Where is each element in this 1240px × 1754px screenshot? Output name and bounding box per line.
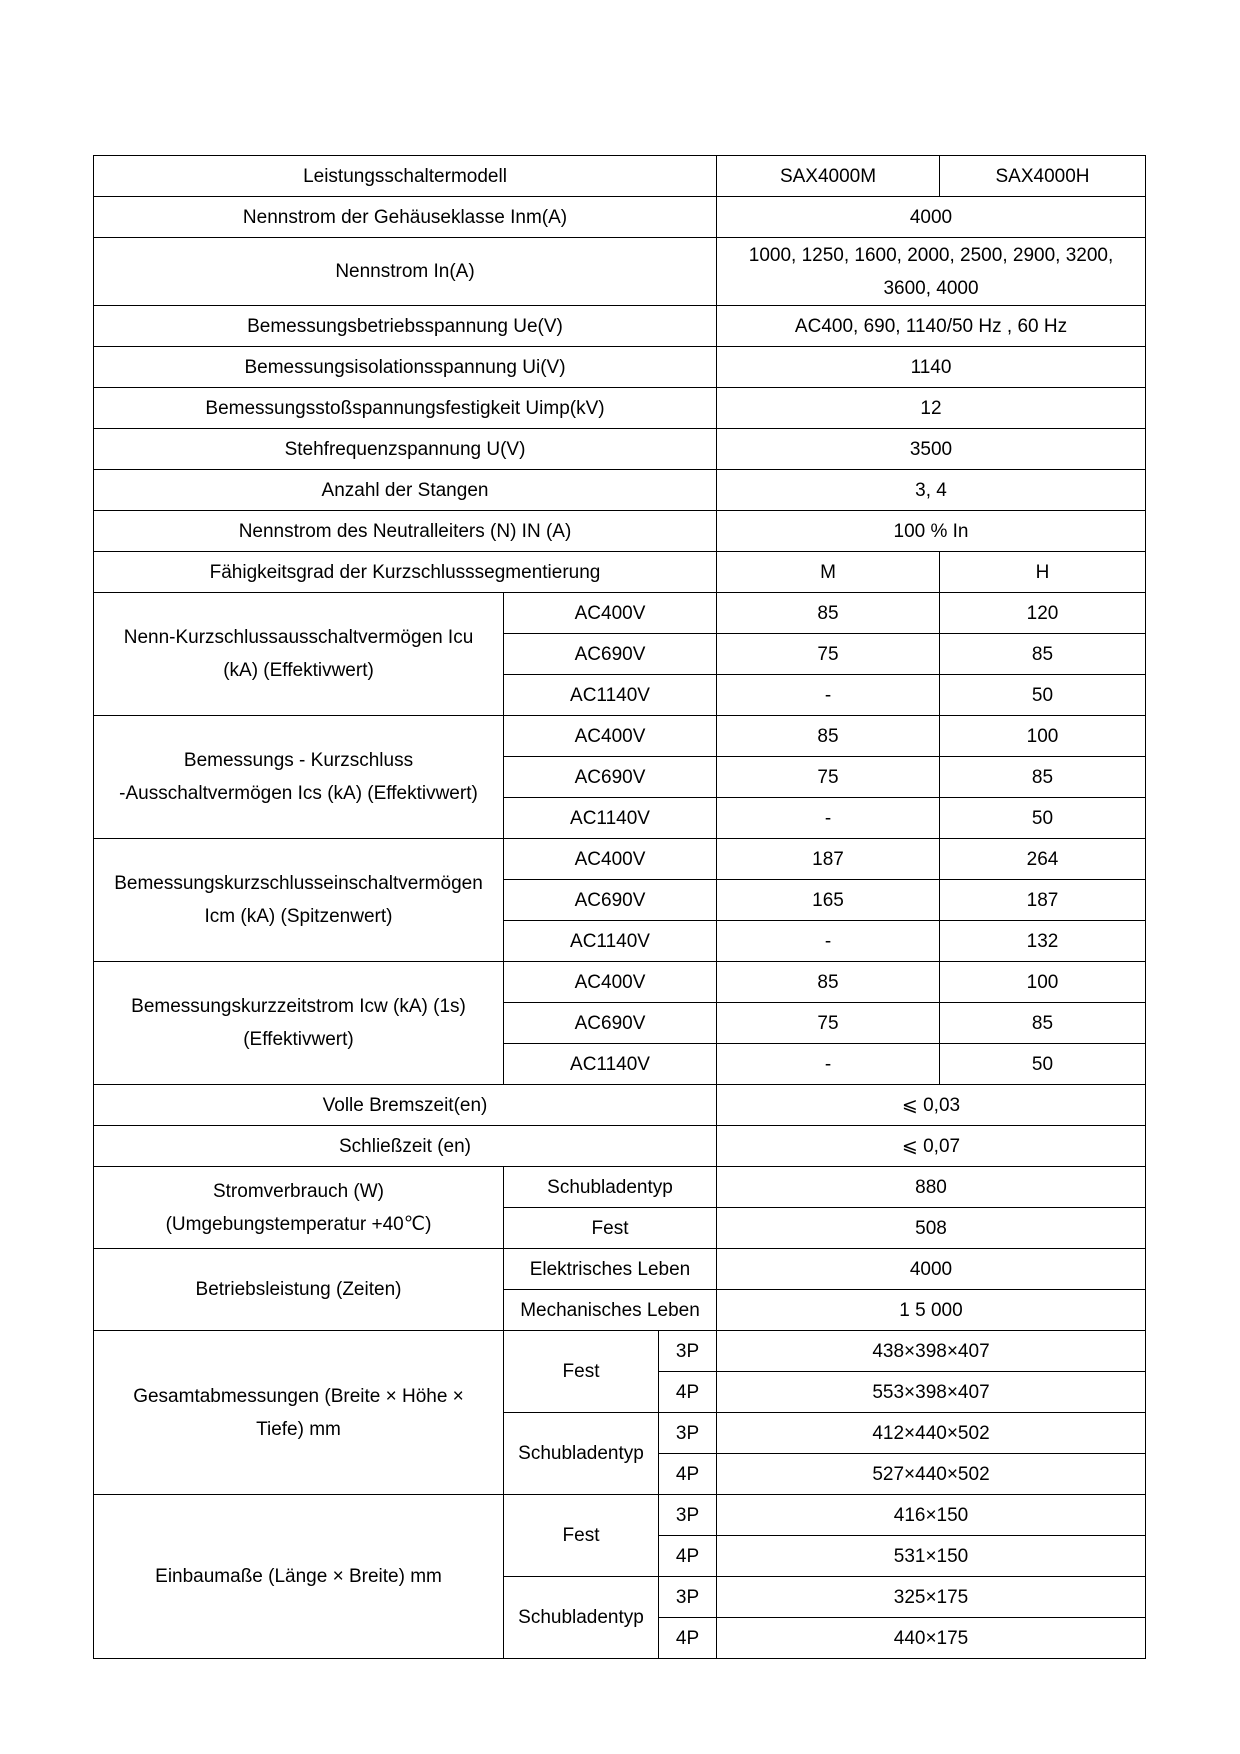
pole-cell: 4P [659, 1454, 717, 1495]
row-value: 100 % In [717, 511, 1146, 552]
table-row [94, 470, 1146, 511]
row-label: Bemessungsstoßspannungsfestigkeit Uimp(kV) [94, 388, 717, 429]
value-m: 165 [717, 880, 940, 921]
value-m: 85 [717, 962, 940, 1003]
table-row [94, 1085, 1146, 1126]
label-line: Bemessungskurzschlusseinschaltvermögen [114, 873, 483, 894]
pole-cell: 3P [659, 1495, 717, 1536]
value-line: 3600, 4000 [883, 277, 979, 299]
voltage-cell: AC690V [504, 880, 717, 921]
sub-label: Schubladentyp [504, 1413, 659, 1495]
row-label: Bemessungsisolationsspannung Ui(V) [94, 347, 717, 388]
voltage-cell: AC690V [504, 634, 717, 675]
table-row [94, 156, 1146, 197]
label-line: (Effektivwert) [243, 1029, 354, 1050]
value-line: 1000, 1250, 1600, 2000, 2500, 2900, 3200, [748, 244, 1114, 266]
label-line: -Ausschaltvermögen Ics (kA) (Effektivwert) [119, 783, 478, 804]
value-h: 50 [940, 1044, 1146, 1085]
value-h: 120 [940, 593, 1146, 634]
table-row [94, 1167, 1146, 1208]
voltage-cell: AC690V [504, 1003, 717, 1044]
table-row [94, 593, 1146, 634]
row-value: 553×398×407 [717, 1372, 1146, 1413]
group-label [94, 716, 504, 839]
value-h: 85 [940, 1003, 1146, 1044]
pole-cell: 4P [659, 1372, 717, 1413]
label-line: Tiefe) mm [256, 1418, 341, 1440]
row-label: Volle Bremszeit(en) [94, 1085, 717, 1126]
label-line: Bemessungs - Kurzschluss [183, 750, 414, 771]
value-h: 50 [940, 798, 1146, 839]
row-label: Nennstrom In(A) [94, 238, 717, 306]
value-h: 187 [940, 880, 1146, 921]
row-label: Schließzeit (en) [94, 1126, 717, 1167]
pole-cell: 4P [659, 1536, 717, 1577]
row-value: 508 [717, 1208, 1146, 1249]
group-label: Betriebsleistung (Zeiten) [94, 1249, 504, 1331]
voltage-cell: AC1140V [504, 1044, 717, 1085]
voltage-cell: AC690V [504, 757, 717, 798]
table-row [94, 1126, 1146, 1167]
value-m: 187 [717, 839, 940, 880]
value-m: 75 [717, 634, 940, 675]
value-m: 75 [717, 1003, 940, 1044]
label-line: Stromverbrauch (W) [212, 1180, 385, 1202]
value-m: 75 [717, 757, 940, 798]
value-h: 100 [940, 716, 1146, 757]
table-row [94, 388, 1146, 429]
row-value: 880 [717, 1167, 1146, 1208]
voltage-cell: AC400V [504, 716, 717, 757]
table-row [94, 1249, 1146, 1290]
model-h: SAX4000H [940, 156, 1146, 197]
voltage-cell: AC400V [504, 593, 717, 634]
label-line: Gesamtabmessungen (Breite × Höhe × [133, 1385, 464, 1407]
pole-cell: 3P [659, 1331, 717, 1372]
value-m: - [717, 675, 940, 716]
table-row [94, 511, 1146, 552]
row-value: AC400, 690, 1140/50 Hz , 60 Hz [717, 306, 1146, 347]
row-label: Fähigkeitsgrad der Kurzschlusssegmentierung [94, 552, 717, 593]
value-h: 50 [940, 675, 1146, 716]
voltage-cell: AC1140V [504, 798, 717, 839]
sub-label: Schubladentyp [504, 1577, 659, 1659]
group-label [94, 1331, 504, 1495]
pole-cell: 3P [659, 1577, 717, 1618]
voltage-cell: AC1140V [504, 921, 717, 962]
row-value: 1140 [717, 347, 1146, 388]
table-row [94, 347, 1146, 388]
value-h: 132 [940, 921, 1146, 962]
row-value: 1 5 000 [717, 1290, 1146, 1331]
value-m: - [717, 798, 940, 839]
sub-label: Fest [504, 1495, 659, 1577]
grade-h: H [940, 552, 1146, 593]
row-value: 416×150 [717, 1495, 1146, 1536]
label-line: (Umgebungstemperatur +40℃) [165, 1213, 432, 1235]
pole-cell: 3P [659, 1413, 717, 1454]
value-h: 85 [940, 757, 1146, 798]
group-label [94, 962, 504, 1085]
row-value: ⩽ 0,03 [717, 1085, 1146, 1126]
sub-label: Fest [504, 1331, 659, 1413]
row-value [717, 238, 1146, 306]
value-h: 264 [940, 839, 1146, 880]
row-value: 12 [717, 388, 1146, 429]
sub-label: Mechanisches Leben [504, 1290, 717, 1331]
row-value: 4000 [717, 197, 1146, 238]
row-value: 412×440×502 [717, 1413, 1146, 1454]
row-value: ⩽ 0,07 [717, 1126, 1146, 1167]
table-row [94, 306, 1146, 347]
value-m: 85 [717, 716, 940, 757]
table-row [94, 429, 1146, 470]
row-value: 438×398×407 [717, 1331, 1146, 1372]
table-row [94, 197, 1146, 238]
table-row [94, 1495, 1146, 1536]
voltage-cell: AC400V [504, 962, 717, 1003]
value-m: - [717, 921, 940, 962]
voltage-cell: AC1140V [504, 675, 717, 716]
row-label: Anzahl der Stangen [94, 470, 717, 511]
sub-label: Schubladentyp [504, 1167, 717, 1208]
group-label [94, 839, 504, 962]
row-label: Bemessungsbetriebsspannung Ue(V) [94, 306, 717, 347]
table-row [94, 238, 1146, 306]
group-label [94, 1167, 504, 1249]
row-value: 527×440×502 [717, 1454, 1146, 1495]
value-m: 85 [717, 593, 940, 634]
header-label: Leistungsschaltermodell [94, 156, 717, 197]
pole-cell: 4P [659, 1618, 717, 1659]
label-line: Bemessungskurzzeitstrom Icw (kA) (1s) [131, 996, 466, 1017]
row-label: Nennstrom des Neutralleiters (N) IN (A) [94, 511, 717, 552]
label-line: Nenn-Kurzschlussausschaltvermögen Icu [123, 627, 474, 648]
table-row [94, 716, 1146, 757]
row-value: 440×175 [717, 1618, 1146, 1659]
row-label: Nennstrom der Gehäuseklasse Inm(A) [94, 197, 717, 238]
label-line: (kA) (Effektivwert) [223, 660, 374, 681]
label-line: Icm (kA) (Spitzenwert) [204, 906, 393, 927]
grade-m: M [717, 552, 940, 593]
row-value: 531×150 [717, 1536, 1146, 1577]
table-row [94, 552, 1146, 593]
sub-label: Fest [504, 1208, 717, 1249]
group-label [94, 593, 504, 716]
row-value: 4000 [717, 1249, 1146, 1290]
value-m: - [717, 1044, 940, 1085]
table-row [94, 962, 1146, 1003]
table-row [94, 839, 1146, 880]
value-h: 85 [940, 634, 1146, 675]
model-m: SAX4000M [717, 156, 940, 197]
row-value: 3500 [717, 429, 1146, 470]
spec-table [93, 155, 1146, 1659]
value-h: 100 [940, 962, 1146, 1003]
voltage-cell: AC400V [504, 839, 717, 880]
group-label: Einbaumaße (Länge × Breite) mm [94, 1495, 504, 1659]
row-label: Stehfrequenzspannung U(V) [94, 429, 717, 470]
table-row [94, 1331, 1146, 1372]
row-value: 3, 4 [717, 470, 1146, 511]
sub-label: Elektrisches Leben [504, 1249, 717, 1290]
row-value: 325×175 [717, 1577, 1146, 1618]
